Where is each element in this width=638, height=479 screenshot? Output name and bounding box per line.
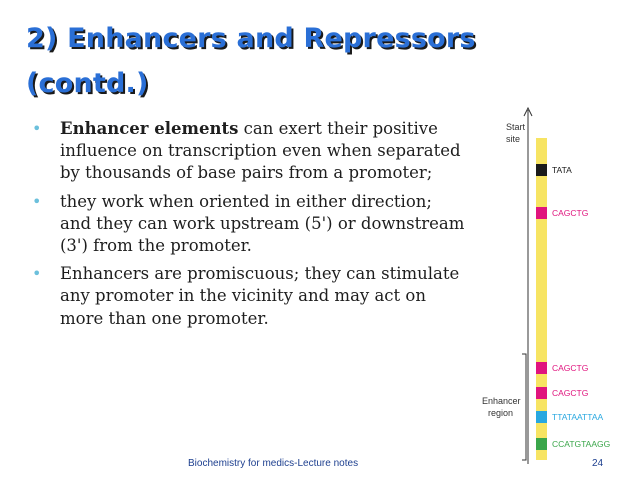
bullet-text: Enhancers are promiscuous; they can stimulate any promoter in the vicinity and may act on more than one promoter. bbox=[60, 264, 460, 328]
enhancer-label: region bbox=[488, 408, 514, 418]
footer-text: Biochemistry for medics-Lecture notes bbox=[188, 458, 359, 469]
segment-label: CAGCTG bbox=[552, 363, 589, 373]
bullet-list bbox=[26, 118, 466, 336]
start-label: Start bbox=[506, 122, 526, 132]
bullet-item bbox=[26, 118, 466, 185]
segment-label: CCATGTAAGG bbox=[552, 439, 611, 449]
bullet-text: can exert their positive influence on transcription even when separated by thousands of base pairs from a promoter; bbox=[60, 119, 461, 183]
bullet-dot-icon: • bbox=[32, 191, 42, 211]
page-number: 24 bbox=[592, 458, 604, 469]
slide-title-line-1: 2) Enhancers and Repressors bbox=[26, 23, 476, 54]
bullet-dot-icon: • bbox=[32, 264, 42, 284]
segment-label: CAGCTG bbox=[552, 208, 589, 218]
segment-ccatgtaagg bbox=[536, 438, 547, 450]
segment-cagctg bbox=[536, 387, 547, 399]
bullet-item bbox=[26, 263, 466, 330]
bullet-text: they work when oriented in either direction; and they can work upstream (5') or downstream (3') from the promoter. bbox=[60, 191, 465, 256]
segment-cagctg bbox=[536, 362, 547, 374]
segment-cagctg bbox=[536, 207, 547, 219]
slide-title bbox=[26, 16, 506, 106]
slide-title-line-2: (contd.) bbox=[26, 68, 149, 99]
bullet-bold-text: Enhancer elements bbox=[60, 119, 239, 138]
segment-label: TATA bbox=[552, 165, 572, 175]
enhancer-label: Enhancer bbox=[482, 396, 521, 406]
segment-label: CAGCTG bbox=[552, 388, 589, 398]
segment-tata bbox=[536, 164, 547, 176]
enhancer-diagram-svg bbox=[476, 106, 628, 466]
segment-ttataattaa bbox=[536, 411, 547, 423]
slide-footer bbox=[0, 456, 638, 476]
bullet-item bbox=[26, 191, 466, 258]
bullet-dot-icon: • bbox=[32, 119, 42, 138]
start-label: site bbox=[506, 134, 521, 144]
segment-label: TTATAATTAA bbox=[552, 412, 604, 422]
enhancer-diagram bbox=[476, 106, 628, 466]
